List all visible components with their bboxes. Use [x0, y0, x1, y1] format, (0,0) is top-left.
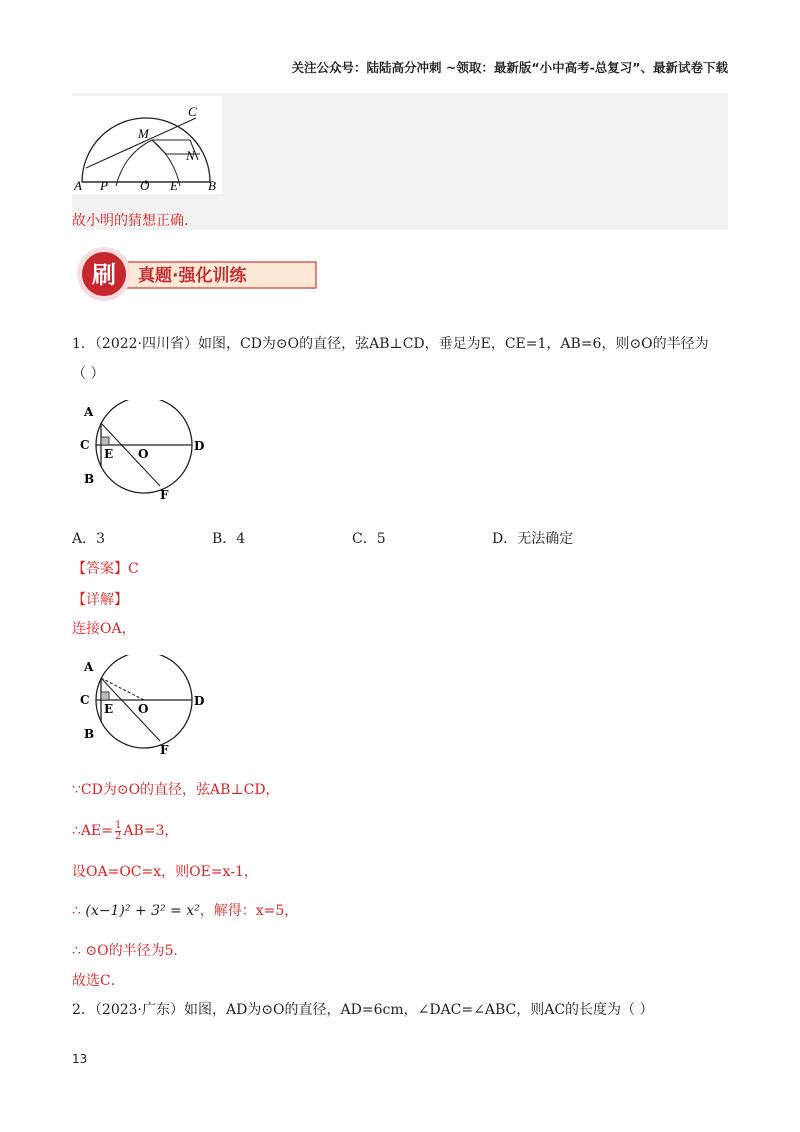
svg-text:E: E	[104, 447, 114, 461]
solution-step-4: 设OA=OC=x，则OE=x-1，	[72, 864, 258, 880]
svg-text:D: D	[194, 694, 205, 708]
svg-text:O: O	[138, 702, 149, 716]
label-m: M	[138, 126, 149, 141]
label-a: A	[74, 178, 82, 193]
conclusion-text: 故小明的猜想正确.	[72, 213, 189, 229]
svg-text:A: A	[84, 660, 94, 674]
q1-stem: 1．（2022·四川省）如图，CD为⊙O的直径，弦AB⊥CD，垂足为E，CE=1，AB=6，则⊙O的半径为	[72, 336, 709, 352]
option-b: B．4	[212, 531, 246, 547]
svg-text:B: B	[84, 472, 95, 486]
q1-paren: （ ）	[72, 366, 105, 382]
q2-stem: 2．（2023·广东）如图，AD为⊙O的直径，AD=6cm，∠DAC=∠ABC，则AC的长度为（ ）	[72, 1002, 654, 1018]
fraction-half: $\frac{1}{2}$	[114, 819, 122, 842]
label-c: C	[188, 104, 197, 119]
label-p: P	[100, 178, 108, 193]
solution-step-5: ∴ (x−1)² + 3² = x²，解得：x=5，	[72, 903, 299, 919]
semicircle-figure	[72, 96, 222, 194]
solution-step-3: ∴AE= $\frac{1}{2}$ AB=3，	[72, 819, 179, 842]
equation: (x−1)² + 3² = x²	[85, 903, 200, 919]
svg-text:A: A	[84, 405, 94, 419]
label-b: B	[208, 178, 216, 193]
banner-badge: 刷	[92, 261, 116, 289]
svg-text:D: D	[194, 439, 205, 453]
banner-title: 真题·强化训练	[138, 266, 247, 286]
solution-step-7: 故选C．	[72, 973, 125, 989]
answer-label: 【答案】C	[72, 561, 139, 577]
label-o: O	[140, 178, 150, 193]
detail-label: 【详解】	[72, 592, 128, 608]
page-number: 13	[72, 1052, 88, 1066]
solution-step-6: ∴ ⊙O的半径为5．	[72, 943, 188, 959]
svg-text:O: O	[138, 447, 149, 461]
svg-text:B: B	[84, 727, 95, 741]
svg-text:C: C	[80, 438, 90, 452]
q1-figure	[74, 400, 214, 500]
solution-step-2: ∵CD为⊙O的直径，弦AB⊥CD，	[72, 782, 280, 798]
solution-figure	[74, 655, 214, 755]
option-d: D．无法确定	[492, 531, 574, 547]
svg-text:F: F	[160, 488, 169, 500]
page-header: 关注公众号：陆陆高分冲刺 ~领取：最新版“小中高考-总复习”、最新试卷下载	[291, 60, 728, 75]
solution-step-1: 连接OA，	[72, 621, 136, 637]
option-c: C．5	[352, 531, 386, 547]
svg-text:F: F	[160, 743, 169, 755]
label-e: E	[170, 178, 178, 193]
label-n: N	[186, 148, 195, 163]
option-a: A．3	[72, 531, 106, 547]
svg-text:C: C	[80, 693, 90, 707]
section-banner	[74, 244, 324, 302]
svg-text:E: E	[104, 702, 114, 716]
